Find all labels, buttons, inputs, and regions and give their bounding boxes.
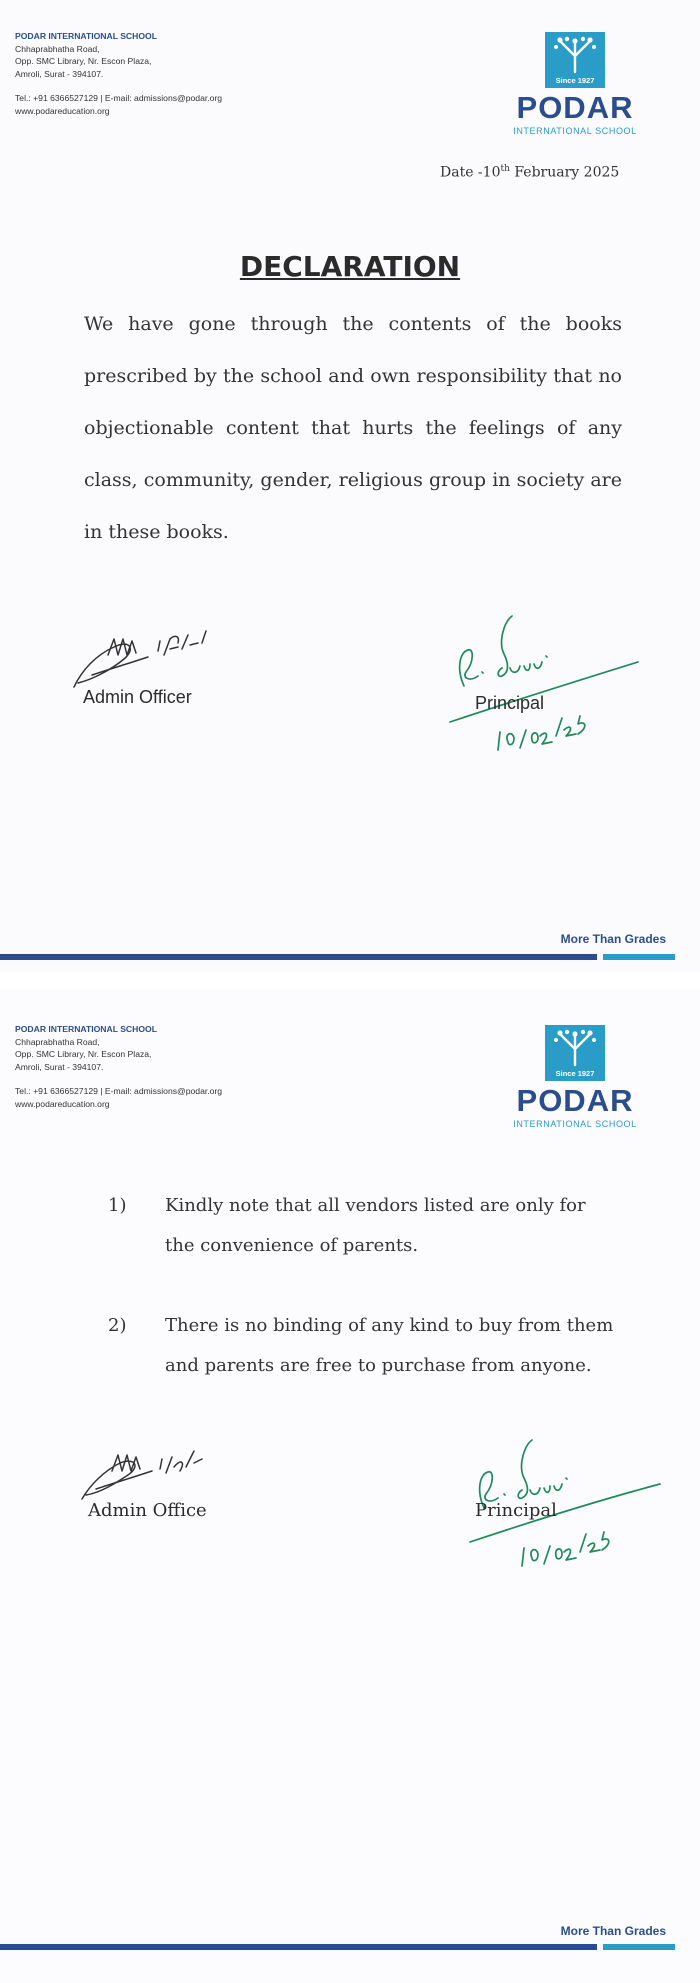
logo-subtitle: INTERNATIONAL SCHOOL	[513, 1119, 637, 1129]
document-title: DECLARATION	[239, 250, 461, 283]
principal-signature	[450, 612, 640, 752]
vendor-notice-page	[0, 990, 700, 1983]
principal-label: Principal	[475, 1500, 557, 1521]
notice-number: 2)	[108, 1315, 127, 1336]
contact-line: Tel.: +91 6366527129 | E-mail: admissions@podar.org	[15, 93, 223, 104]
address-line: Opp. SMC Library, Nr. Escon Plaza,	[15, 56, 152, 67]
footer-tagline: More Than Grades	[560, 932, 666, 946]
logo-emblem	[545, 32, 605, 88]
logo-since: Since 1927	[555, 76, 595, 85]
logo-emblem	[545, 1025, 605, 1081]
logo-name: PODAR	[516, 1083, 634, 1118]
tree-icon	[545, 1025, 605, 1069]
admin-signature	[78, 1445, 208, 1505]
declaration-text: We have gone through the contents of the books prescribed by the school and own responsibility that no objectionable content that hurts the feelings of any class, community, gender, religious group in society are in these books.	[84, 313, 622, 543]
notice-number: 1)	[108, 1195, 127, 1216]
address-line: Amroli, Surat - 394107.	[15, 1061, 104, 1072]
letterhead-address	[15, 30, 222, 118]
tree-icon	[545, 32, 605, 76]
website: www.podareducation.org	[15, 1098, 110, 1109]
notice-text: There is no binding of any kind to buy from them and parents are free to purchase from anyone.	[165, 1315, 614, 1376]
address-line: Amroli, Surat - 394107.	[15, 68, 104, 79]
podar-logo	[505, 30, 645, 138]
podar-logo	[505, 1023, 645, 1131]
letterhead-address	[15, 1023, 222, 1111]
footer-bar	[0, 1944, 700, 1950]
address-line: Opp. SMC Library, Nr. Escon Plaza,	[15, 1049, 152, 1060]
document-date: Date -10th February 2025	[440, 164, 620, 181]
school-name: PODAR INTERNATIONAL SCHOOL	[15, 1024, 157, 1034]
admin-office-label: Admin Office	[88, 1500, 207, 1521]
address-line: Chhaprabhatha Road,	[15, 43, 100, 54]
declaration-page	[0, 0, 700, 972]
admin-officer-label: Admin Officer	[83, 687, 192, 707]
notice-item	[108, 1186, 628, 1266]
logo-name: PODAR	[516, 90, 634, 125]
admin-signature	[70, 625, 220, 695]
notice-text: Kindly note that all vendors listed are only for the convenience of parents.	[165, 1195, 586, 1256]
contact-line: Tel.: +91 6366527129 | E-mail: admissions@podar.org	[15, 1086, 223, 1097]
footer-bar	[0, 954, 700, 960]
footer-tagline: More Than Grades	[560, 1924, 666, 1938]
notice-item	[108, 1306, 628, 1426]
school-name: PODAR INTERNATIONAL SCHOOL	[15, 31, 157, 41]
logo-subtitle: INTERNATIONAL SCHOOL	[513, 126, 637, 136]
logo-since: Since 1927	[555, 1069, 595, 1078]
principal-label: Principal	[475, 693, 545, 713]
website: www.podareducation.org	[15, 105, 110, 116]
address-line: Chhaprabhatha Road,	[15, 1036, 100, 1047]
